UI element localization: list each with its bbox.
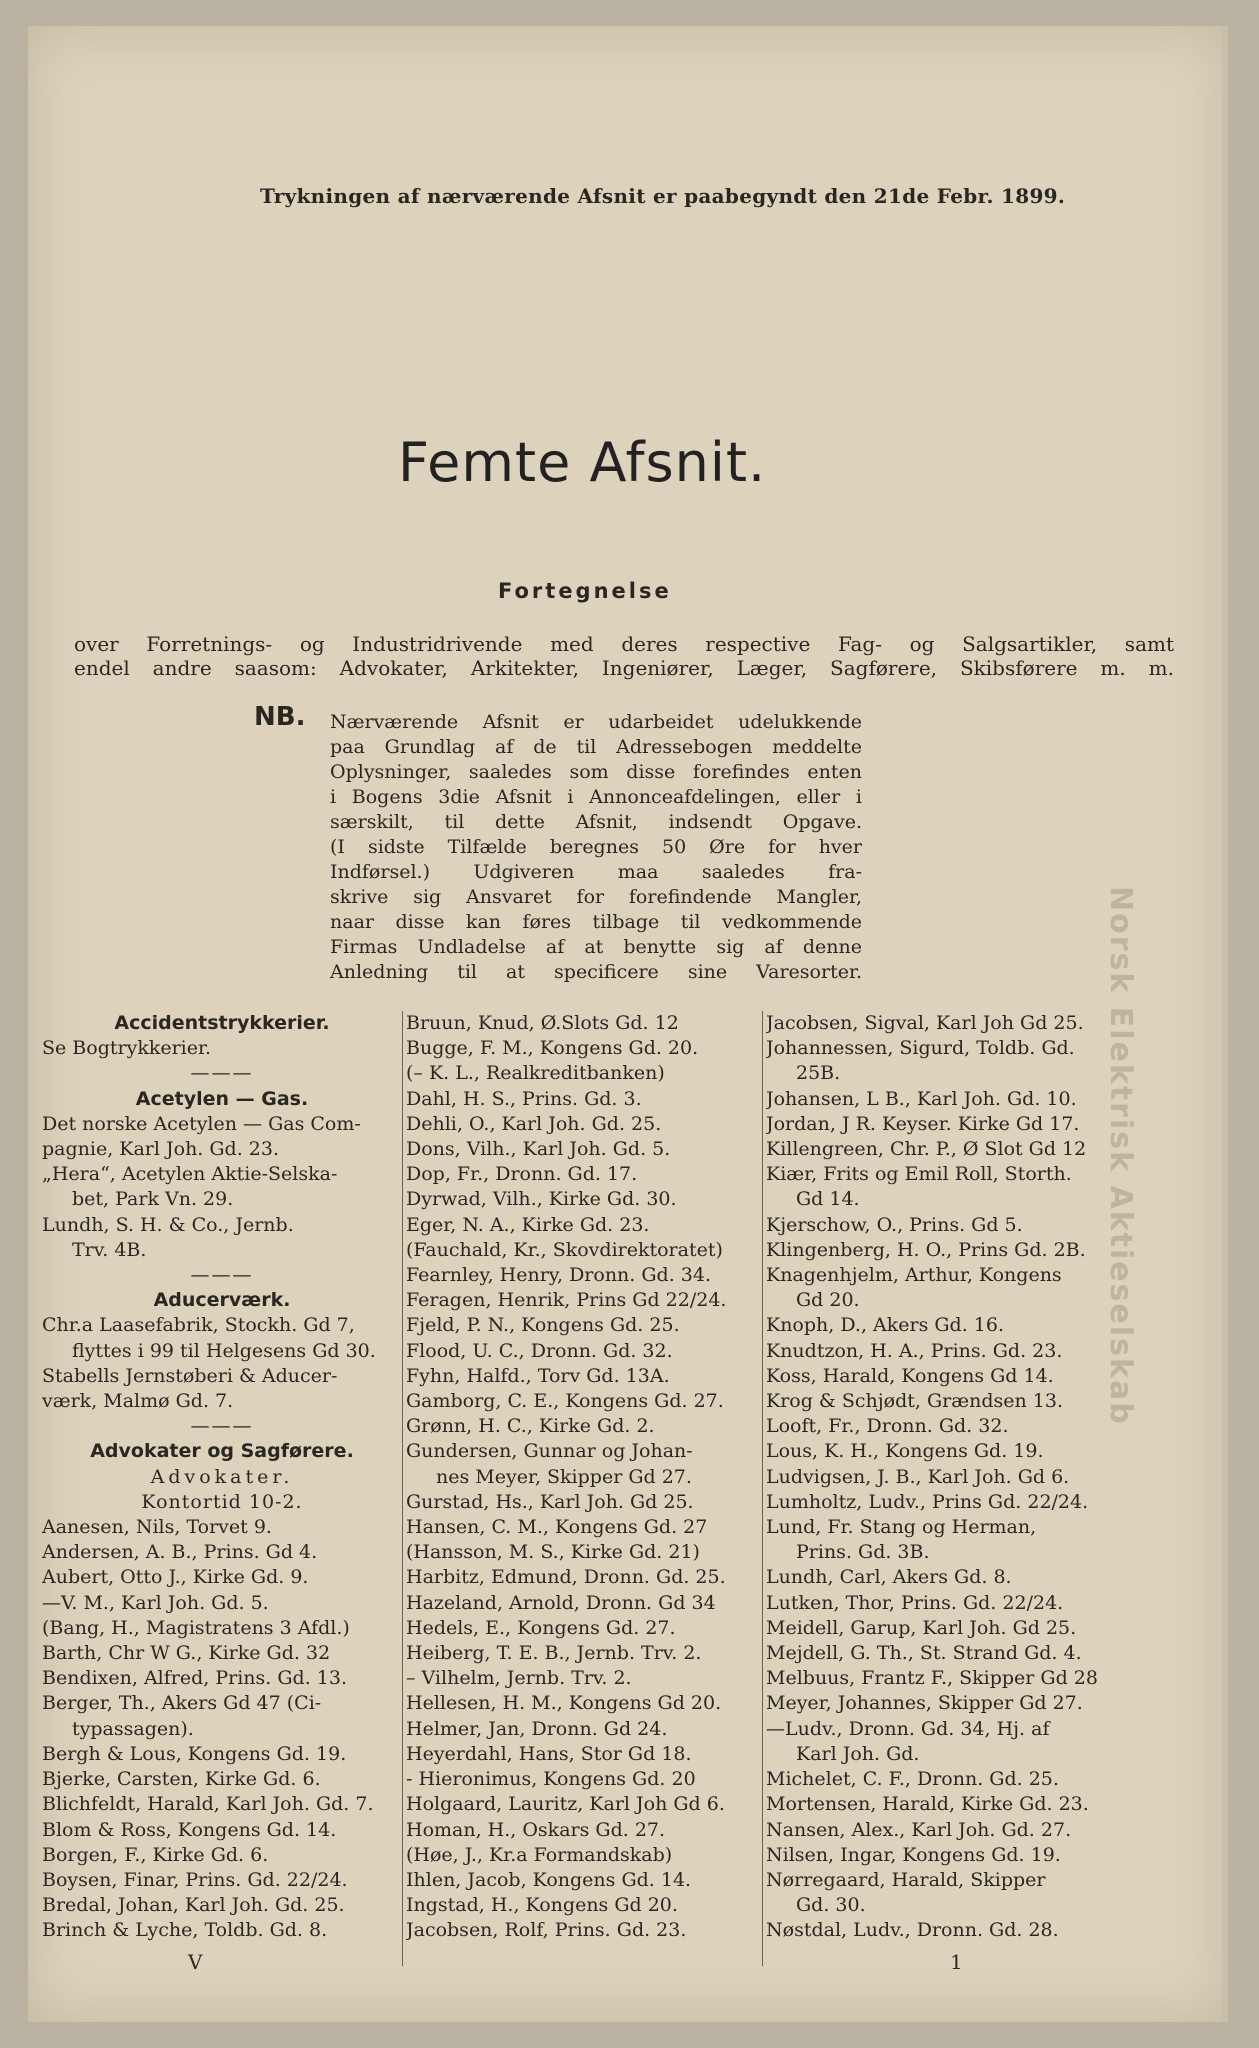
category-heading: Aducerværk.	[153, 1289, 291, 1312]
directory-entry: Lous, K. H., Kongens Gd. 19.	[766, 1440, 1044, 1463]
directory-entry: Knoph, D., Akers Gd. 16.	[766, 1314, 1005, 1337]
section-divider: ———	[190, 1062, 254, 1085]
directory-entry-continuation: Gd 20.	[796, 1289, 860, 1312]
nb-line: særskilt, til dette Afsnit, indsendt Opgave.	[330, 811, 862, 833]
directory-entry: Holgaard, Lauritz, Karl Joh Gd 6.	[406, 1793, 725, 1816]
directory-entry: Jacobsen, Sigval, Karl Joh Gd 25.	[766, 1012, 1084, 1034]
directory-entry: Chr.a Laasefabrik, Stockh. Gd 7,	[42, 1314, 355, 1337]
category-heading: Acetylen — Gas.	[135, 1087, 309, 1110]
library-stamp: Norsk Elektrisk Aktieselskab	[1103, 886, 1138, 1426]
directory-entry: (Bang, H., Magistratens 3 Afdl.)	[42, 1616, 350, 1639]
directory-entry: Hazeland, Arnold, Dronn. Gd 34	[406, 1591, 716, 1614]
directory-entry: (– K. L., Realkreditbanken)	[406, 1062, 665, 1085]
directory-entry: Dehli, O., Karl Joh. Gd. 25.	[406, 1112, 662, 1135]
directory-entry-continuation: bet, Park Vn. 29.	[72, 1188, 234, 1211]
directory-entry: Harbitz, Edmund, Dronn. Gd. 25.	[406, 1566, 726, 1589]
directory-entry: Meyer, Johannes, Skipper Gd 27.	[766, 1692, 1083, 1715]
directory-entry: Boysen, Finar, Prins. Gd. 22/24.	[42, 1868, 348, 1891]
section-divider: ———	[190, 1415, 254, 1438]
section-subtitle: Fortegnelse	[498, 579, 672, 603]
directory-entry: Bjerke, Carsten, Kirke Gd. 6.	[42, 1768, 321, 1791]
directory-entry: Michelet, C. F., Dronn. Gd. 25.	[766, 1768, 1059, 1791]
directory-entry: Blichfeldt, Harald, Karl Joh. Gd. 7.	[42, 1793, 374, 1816]
directory-entry: Bugge, F. M., Kongens Gd. 20.	[406, 1037, 699, 1060]
directory-entry: Se Bogtrykkerier.	[42, 1037, 212, 1060]
directory-entry: Johansen, L B., Karl Joh. Gd. 10.	[766, 1087, 1077, 1110]
directory-entry-continuation: Prins. Gd. 3B.	[796, 1541, 930, 1564]
directory-entry: Aanesen, Nils, Torvet 9.	[42, 1516, 272, 1539]
directory-entry-continuation: typassagen).	[72, 1717, 194, 1740]
directory-entry: (Fauchald, Kr., Skovdirektoratet)	[406, 1238, 723, 1261]
nb-line: Oplysninger, saaledes som disse forefindes enten	[330, 761, 862, 783]
directory-entry: Meidell, Garup, Karl Joh. Gd 25.	[766, 1616, 1077, 1639]
directory-entry: Helmer, Jan, Dronn. Gd 24.	[406, 1717, 668, 1740]
directory-entry: Fjeld, P. N., Kongens Gd. 25.	[406, 1314, 680, 1337]
nb-paragraph	[330, 710, 862, 985]
directory-entry: Lundh, S. H. & Co., Jernb.	[42, 1213, 294, 1236]
directory-entry: —V. M., Karl Joh. Gd. 5.	[42, 1591, 269, 1614]
directory-entry-continuation: Gd 14.	[796, 1188, 860, 1211]
directory-entry: Mejdell, G. Th., St. Strand Gd. 4.	[766, 1642, 1082, 1665]
directory-entry: Nøstdal, Ludv., Dronn. Gd. 28.	[766, 1919, 1059, 1942]
directory-entry: Knagenhjelm, Arthur, Kongens	[766, 1264, 1062, 1287]
directory-entry: Ingstad, H., Kongens Gd 20.	[406, 1894, 678, 1917]
directory-entry: Gurstad, Hs., Karl Joh. Gd 25.	[406, 1490, 694, 1513]
directory-entry: Lund, Fr. Stang og Herman,	[766, 1516, 1037, 1539]
directory-entry: Berger, Th., Akers Gd 47 (Ci-	[42, 1692, 322, 1715]
nb-label: NB.	[254, 702, 306, 732]
directory-entry: Koss, Harald, Kongens Gd 14.	[766, 1364, 1054, 1387]
directory-entry: Gundersen, Gunnar og Johan-	[406, 1440, 693, 1463]
nb-line: paa Grundlag af de til Adressebogen meddelte	[330, 736, 862, 758]
directory-entry-continuation: Gd. 30.	[796, 1894, 866, 1917]
directory-entry: Det norske Acetylen — Gas Com-	[42, 1112, 361, 1135]
directory-entry: Dyrwad, Vilh., Kirke Gd. 30.	[406, 1188, 677, 1211]
directory-entry: Bendixen, Alfred, Prins. Gd. 13.	[42, 1667, 348, 1690]
directory-entry: (Høe, J., Kr.a Formandskab)	[406, 1843, 673, 1866]
directory-entry: Hellesen, H. M., Kongens Gd 20.	[406, 1692, 722, 1715]
directory-entry-continuation: Karl Joh. Gd.	[796, 1742, 920, 1765]
directory-column-2	[406, 1011, 758, 1944]
directory-entry: Bredal, Johan, Karl Joh. Gd. 25.	[42, 1894, 345, 1917]
nb-line: naar disse kan føres tilbage til vedkommende	[330, 911, 862, 933]
directory-entry: Klingenberg, H. O., Prins Gd. 2B.	[766, 1238, 1086, 1261]
directory-entry: Fyhn, Halfd., Torv Gd. 13A.	[406, 1364, 670, 1387]
directory-entry: Jacobsen, Rolf, Prins. Gd. 23.	[406, 1919, 687, 1942]
directory-entry: Andersen, A. B., Prins. Gd 4.	[42, 1541, 318, 1564]
directory-entry: - Hieronimus, Kongens Gd. 20	[406, 1768, 696, 1791]
directory-entry: Ihlen, Jacob, Kongens Gd. 14.	[406, 1868, 692, 1891]
directory-entry-continuation: flyttes i 99 til Helgesens Gd 30.	[72, 1339, 376, 1362]
directory-entry: Aubert, Otto J., Kirke Gd. 9.	[42, 1566, 309, 1589]
directory-entry: værk, Malmø Gd. 7.	[42, 1390, 234, 1413]
nb-line: skrive sig Ansvaret for forefindende Mangler,	[330, 886, 862, 908]
directory-entry: Looft, Fr., Dronn. Gd. 32.	[766, 1415, 1009, 1438]
directory-entry: Flood, U. C., Dronn. Gd. 32.	[406, 1339, 673, 1362]
directory-entry: —Ludv., Dronn. Gd. 34, Hj. af	[766, 1717, 1050, 1740]
directory-entry: Brinch & Lyche, Toldb. Gd. 8.	[42, 1919, 328, 1942]
directory-entry: pagnie, Karl Joh. Gd. 23.	[42, 1138, 280, 1161]
directory-entry: Kjerschow, O., Prins. Gd 5.	[766, 1213, 1023, 1236]
directory-entry: Stabells Jernstøberi & Aducer-	[42, 1364, 338, 1387]
nb-line: Anledning til at specificere sine Varesorter.	[330, 961, 862, 983]
directory-entry: (Hansson, M. S., Kirke Gd. 21)	[406, 1541, 700, 1564]
directory-entry: Gamborg, C. E., Kongens Gd. 27.	[406, 1390, 724, 1413]
nb-line: Indførsel.) Udgiveren maa saaledes fra-	[330, 861, 862, 883]
directory-entry: Krog & Schjødt, Grændsen 13.	[766, 1390, 1063, 1413]
directory-entry: Bergh & Lous, Kongens Gd. 19.	[42, 1742, 347, 1765]
directory-entry: – Vilhelm, Jernb. Trv. 2.	[406, 1667, 632, 1690]
directory-column-3	[766, 1011, 1134, 1944]
nb-line: (I sidste Tilfælde beregnes 50 Øre for hver	[330, 836, 862, 858]
directory-entry: Dahl, H. S., Prins. Gd. 3.	[406, 1087, 642, 1110]
directory-entry: Hedels, E., Kongens Gd. 27.	[406, 1616, 676, 1639]
section-title: Femte Afsnit.	[398, 431, 767, 494]
signature-mark-left: V	[188, 1950, 203, 1974]
directory-entry: Eger, N. A., Kirke Gd. 23.	[406, 1213, 650, 1236]
directory-entry: Melbuus, Frantz F., Skipper Gd 28	[766, 1667, 1098, 1690]
directory-entry: Nansen, Alex., Karl Joh. Gd. 27.	[766, 1818, 1072, 1841]
column-divider	[762, 1011, 763, 1966]
directory-entry: Homan, H., Oskars Gd. 27.	[406, 1818, 666, 1841]
section-divider: ———	[190, 1264, 254, 1287]
directory-entry: Dop, Fr., Dronn. Gd. 17.	[406, 1163, 638, 1186]
directory-entry: Mortensen, Harald, Kirke Gd. 23.	[766, 1793, 1089, 1816]
subcategory-heading: Advokater.	[150, 1465, 294, 1488]
column-divider	[402, 1011, 403, 1966]
directory-entry: „Hera“, Acetylen Aktie-Selska-	[42, 1163, 338, 1186]
directory-entry: Knudtzon, H. A., Prins. Gd. 23.	[766, 1339, 1063, 1362]
directory-column-1	[42, 1011, 402, 1944]
directory-entry: Lutken, Thor, Prins. Gd. 22/24.	[766, 1591, 1064, 1614]
nb-line: Nærværende Afsnit er udarbeidet udelukkende	[330, 711, 862, 733]
signature-mark-right: 1	[950, 1950, 963, 1974]
category-heading: Advokater og Sagførere.	[90, 1440, 354, 1463]
directory-entry: Nørregaard, Harald, Skipper	[766, 1868, 1046, 1891]
nb-line: i Bogens 3die Afsnit i Annonceafdelingen, eller i	[330, 786, 862, 808]
directory-entry: Killengreen, Chr. P., Ø Slot Gd 12	[766, 1138, 1087, 1161]
directory-entry: Heyerdahl, Hans, Stor Gd 18.	[406, 1742, 692, 1765]
directory-entry-continuation: 25B.	[796, 1062, 841, 1085]
directory-entry: Grønn, H. C., Kirke Gd. 2.	[406, 1415, 655, 1438]
directory-entry: Ludvigsen, J. B., Karl Joh. Gd 6.	[766, 1465, 1070, 1488]
directory-entry: Hansen, C. M., Kongens Gd. 27	[406, 1516, 708, 1539]
directory-entry: Blom & Ross, Kongens Gd. 14.	[42, 1818, 337, 1841]
directory-entry: Borgen, F., Kirke Gd. 6.	[42, 1843, 269, 1866]
directory-entry-continuation: Trv. 4B.	[72, 1238, 147, 1261]
directory-entry: Lumholtz, Ludv., Prins Gd. 22/24.	[766, 1490, 1089, 1513]
directory-entry: Bruun, Knud, Ø.Slots Gd. 12	[406, 1012, 679, 1034]
directory-entry: Jordan, J R. Keyser. Kirke Gd 17.	[766, 1112, 1080, 1135]
intro-line: over Forretnings- og Industridrivende med deres respective Fag- og Salgsartikler, samt	[74, 632, 1174, 656]
directory-entry: Heiberg, T. E. B., Jernb. Trv. 2.	[406, 1642, 702, 1665]
category-heading: Accidentstrykkerier.	[114, 1012, 330, 1034]
intro-line: endel andre saasom: Advokater, Arkitekter, Ingeniører, Læger, Sagførere, Skibsførere m. m.	[74, 656, 1174, 680]
intro-paragraph	[74, 632, 1174, 680]
directory-entry: Lundh, Carl, Akers Gd. 8.	[766, 1566, 1012, 1589]
directory-entry: Nilsen, Ingar, Kongens Gd. 19.	[766, 1843, 1061, 1866]
document-page	[28, 26, 1228, 2022]
nb-line: Firmas Undladelse af at benytte sig af denne	[330, 936, 862, 958]
directory-entry: Kiær, Frits og Emil Roll, Storth.	[766, 1163, 1072, 1186]
directory-entry-continuation: nes Meyer, Skipper Gd 27.	[436, 1465, 692, 1488]
directory-entry: Fearnley, Henry, Dronn. Gd. 34.	[406, 1264, 712, 1287]
print-note: Trykningen af nærværende Afsnit er paabegyndt den 21de Febr. 1899.	[260, 184, 1066, 208]
subcategory-heading: Kontortid 10-2.	[141, 1490, 303, 1513]
directory-entry: Barth, Chr W G., Kirke Gd. 32	[42, 1642, 331, 1665]
directory-entry: Dons, Vilh., Karl Joh. Gd. 5.	[406, 1138, 671, 1161]
directory-entry: Feragen, Henrik, Prins Gd 22/24.	[406, 1289, 727, 1312]
directory-entry: Johannessen, Sigurd, Toldb. Gd.	[766, 1037, 1075, 1060]
